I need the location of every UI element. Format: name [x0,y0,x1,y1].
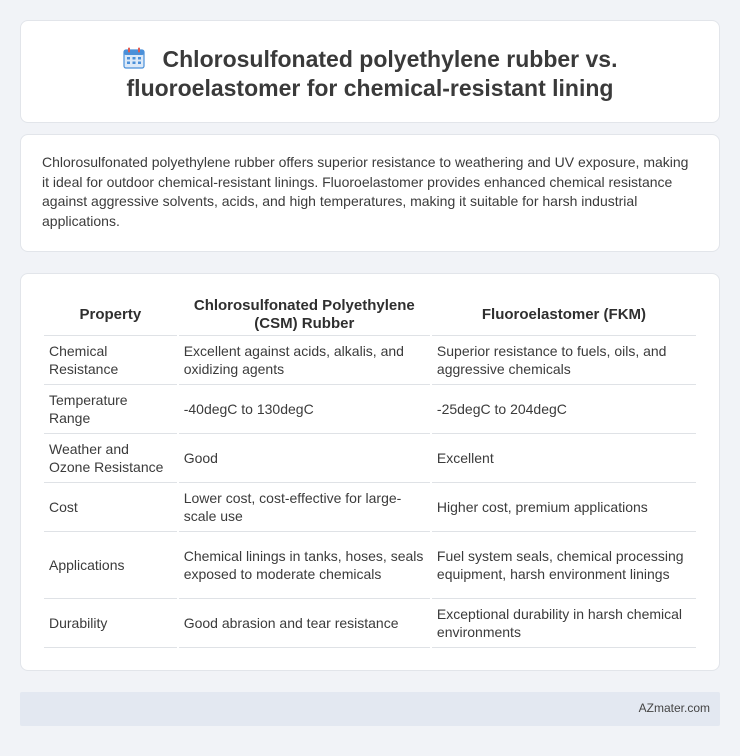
property-cell: Applications [44,532,177,599]
table-row [44,385,696,434]
fkm-cell: Fuel system seals, chemical processing equipment, harsh environment linings [432,532,696,599]
summary-card [20,134,720,252]
header-csm: Chlorosulfonated Polyethylene (CSM) Rubber [179,294,430,336]
fkm-cell: Superior resistance to fuels, oils, and aggressive chemicals [432,336,696,385]
comparison-table-card [20,273,720,671]
fkm-cell: Higher cost, premium applications [432,483,696,532]
fkm-cell: Exceptional durability in harsh chemical environments [432,599,696,648]
header-fkm: Fluoroelastomer (FKM) [432,294,696,336]
footer-site-link[interactable]: AZmater.com [638,701,710,715]
footer [20,692,720,726]
comparison-table [42,294,698,648]
header-property: Property [44,294,177,336]
csm-cell: Excellent against acids, alkalis, and oxidizing agents [179,336,430,385]
fkm-cell: -25degC to 204degC [432,385,696,434]
table-header-row [44,294,696,336]
table-row [44,336,696,385]
property-cell: Cost [44,483,177,532]
property-cell: Temperature Range [44,385,177,434]
table-row [44,483,696,532]
calendar-icon [123,47,145,69]
table-row [44,434,696,483]
page-title [61,45,679,103]
table-row [44,599,696,648]
csm-cell: Good [179,434,430,483]
csm-cell: Chemical linings in tanks, hoses, seals exposed to moderate chemicals [179,532,430,599]
page-title-text: Chlorosulfonated polyethylene rubber vs. fluoroelastomer for chemical-resistant lining [126,46,618,101]
title-card [20,20,720,123]
property-cell: Weather and Ozone Resistance [44,434,177,483]
property-cell: Durability [44,599,177,648]
property-cell: Chemical Resistance [44,336,177,385]
fkm-cell: Excellent [432,434,696,483]
csm-cell: -40degC to 130degC [179,385,430,434]
csm-cell: Lower cost, cost-effective for large-scale use [179,483,430,532]
table-row [44,532,696,599]
csm-cell: Good abrasion and tear resistance [179,599,430,648]
summary-text: Chlorosulfonated polyethylene rubber offers superior resistance to weathering and UV exposure, making it ideal for outdoor chemical-resistant linings. Fluoroelastomer provides enhanced chemical resistance against aggressive solvents, acids, and high temperatures, making it suitable for harsh industrial applications. [42,154,689,229]
